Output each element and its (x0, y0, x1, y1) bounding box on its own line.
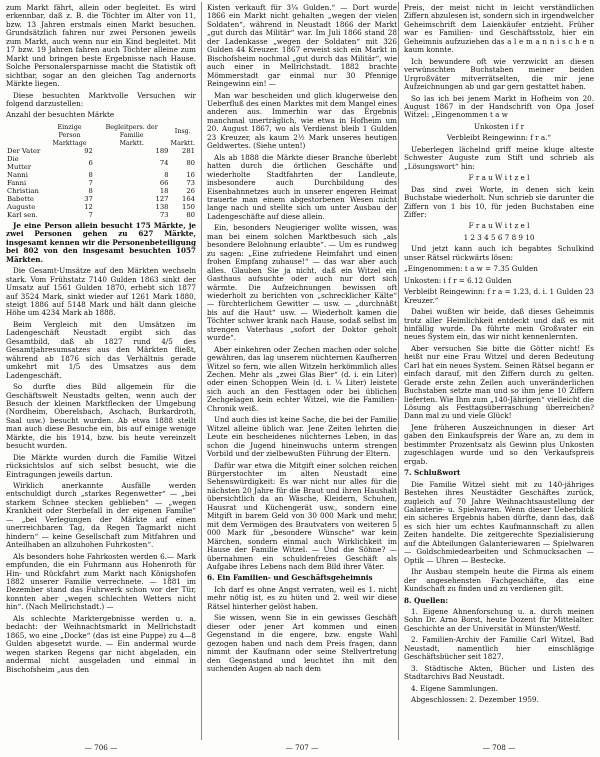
paragraph: Die Gesamt-Umsätze auf den Märkten wechseln stark. Vom Frühstatz 7140 Gulden 1863 sinkt der Umsatz auf 1561 Gulden 1870, erhebt sich 1877 auf 3524 Mark, sinkt wieder auf 1261 Mark 1880, steigt 1886 auf 5148 Mark und hält dann gleiche Höhe um 4234 Mark ab 1888. (6, 266, 196, 318)
table-row (6, 171, 196, 179)
cipher-letters: F r a u W i t z e l (468, 221, 530, 231)
table-cell: 16 (186, 170, 195, 179)
column-divider (201, 2, 202, 740)
table-cell: 8 (88, 186, 93, 195)
solution-word: F r a u W i t z e l (468, 173, 530, 183)
table-cell: 74 (159, 158, 169, 167)
table-title: Anzahl der besuchten Märkte (6, 110, 115, 120)
page-number: — 708 — (482, 743, 516, 752)
calc-line: Unkosten: i f r = 6.12 Gulden (404, 275, 512, 285)
table-cell: 150 (182, 202, 195, 211)
table-header-cell: Begleitpers. der Familie (105, 122, 158, 139)
paragraph: Sie wissen, wenn Sie in ein gewisses Geschäft dieser oder jener Art kommen und einen Gegenstand in die engere, bzw. engste Wahl gezogen haben und nach dem Preis fragen, dann nimmt der Kaufmann oder seine Stellvertretung den Gegenstand und leuchtet ihn mit den suchenden Augen ab nach dem (207, 613, 397, 673)
table-cell: 7 (88, 178, 93, 187)
paragraph: Diese besuchten Marktvolle Versuchen wir folgend darzustellen: (6, 90, 196, 108)
table-header-cell: Marktt. (170, 138, 195, 147)
paragraph: Dafür war etwa die Mitgift einer solchen reichen Bürgerstochter im alten Neustadt eine Sehenswürdigkeit: Es war nicht nur alles für die nächsten 20 Jahre für die Braut und ihren Haushalt übersichtlich da an Wäsche, Kleidern, Schuhen, Hausrat und Küchengerät usw., sondern eine Mitgift in barem Geld von 30 000 Mark und mehr, mit dem Vermögen des Brautvaters von weiteren 5 000 Mark für „besondere Wünsche“ war kein Märchen, sondern einmal auch Wirklichkeit im Hause der Familie Witzel. — Und die Söhne? — übernahmen ein schuldenfreies Geschäft als Aufgabe ihres Lebens nach dem Bild ihrer Väter. (207, 460, 397, 571)
table-cell: Babette (7, 194, 34, 203)
source-item: 4. Eigene Sammlungen. (411, 683, 498, 693)
table-cell: 37 (84, 194, 93, 203)
table-cell: 6 (88, 158, 93, 167)
table-row (6, 155, 196, 171)
table-cell: 127 (155, 194, 169, 203)
table-cell: Fanni (7, 178, 27, 187)
paragraph: Ich bewundere oft wie verzwickt an diesen verwünschten Buchstaben meiner beiden Urgroßväter mitverrätselten, die mir jene Aufzeichnungen ab und gar gern gestattet haben. (404, 56, 594, 92)
table-cell: Christian (7, 186, 39, 195)
table-row (6, 147, 196, 155)
table-cell: 8 (88, 170, 93, 179)
calc-line: Verbleibt Reingewinn: f r a = 1.23, d. i. 1 Gulden 23 Kreuzer.“ (404, 287, 594, 305)
paragraph: Dabei wußten wir beide, daß dieses Geheimnis trotz aller Heimlichkeit entdeckt und daß es mit hinfällig wurde. Da führte mein Großvater ein neues System ein, das wir nicht kennenlernten. (404, 307, 594, 342)
table-cell: 80 (186, 158, 195, 167)
table-row (6, 187, 196, 195)
paragraph: zum Markt fährt, allein oder begleitet. Es wird erkennbar, daß z. B. die Töchter im Alter von 11, bzw. 13 Jahren erstmals einen Markt besuchen. Grundsätzlich fahren nur zwei Personen jeweils zum Markt, auch wenn nur ein Kind begleitet. Mit 17 bzw. 19 Jahren fahren auch Töchter alleine zum Markt und bringen beste Ergebnisse nach Hause. Solche Personalersparnisse macht die Statistik oft sichtbar, sogar an den gleichen Tag andernorts Märkte liegen. (6, 4, 196, 89)
paragraph: Beim Vergleich mit den Umsätzen im Ladengeschäft Neustadt ergibt sich das Gesamtbild, daß ab 1827 rund 4/5 des Gesamtjahresumsatzes aus den Märkten fließt, während ab 1876 sich das Verhältnis gerade umkehrt mit 1/5 des Umsatzes aus dem Ladengeschäft. (6, 319, 196, 380)
paragraph: Man war bescheiden und glich klugerweise den Ueberfluß des einen Marktes mit dem Mangel eines anderen aus. Immerhin war das Ergebnis manchmal unerträglich, wie etwa in Hofheim um 20. August 1867, wo als Verdienst bleib 1 Gulden 23 Kreuzer, als kaum 2½ Mark unseres heutigen Geldwertes. (Siehe unten!) (207, 90, 397, 151)
market-table (6, 123, 196, 219)
source-item: 1. Eigene Ahnenforschung u. a. durch meinen Sohn Dr. Arno Borst, heute Dozent für Mittelalter. Geschichte an der Universität in Münster/Westf. (404, 607, 594, 633)
table-cell: 12 (84, 202, 93, 211)
table-cell: 189 (155, 146, 169, 155)
paragraph: Und auch dies ist keine Sache, die bei der Familie Witzel alleine üblich war. Jene Zeiten lehrten die Leute ein bescheidenes nüchternes Leben, in das schon die Jugend hineinwuchs unterm strengen Vorbild und der zielbewußten Führung der Eltern. (207, 415, 397, 459)
closing-date: Abgeschlossen: 2. Dezember 1959. (411, 695, 539, 705)
paragraph-bold: Je eine Person allein besucht 175 Märkte, je zwei Personen gehen zu 627 Märkte, insgesamt kennen wir die Personenbeteiligung bei 802 von den insgesamt besuchten 1057 Märkten. (6, 220, 196, 264)
calc-line: „Eingenommen: t a w = 7.35 Gulden (404, 264, 538, 274)
table-cell: 80 (186, 210, 195, 219)
paragraph: So las ich bei jenem Markt in Hofheim von 20. August 1867 in der Handschrift von Opa Josef Witzel: „Eingenommen t a w (404, 93, 594, 120)
paragraph: Die Märkte wurden durch die Familie Witzel rücksichtslos auf sich selbst besucht, wie die Eintragungen jeweils dartun. (6, 452, 196, 479)
paragraph: Kisten verkauft für 3¼ Gulden.“ — Dort wurde 1866 ein Markt nicht gehalten „wegen der vielen Soldaten“, während in Neustadt 1866 der Markt „gut durch das Militär“ war. Im Juli 1866 stand 28 der Ladenkasse „wegen der Soldaten“ mit 326 Gulden 44 Kreuzer. 1867 erweist sich ein Markt in Bischofsheim nochmal „gut durch das Militär“, wie auch einer in Mellrichstadt. 1882 brachte Mömmerstadt gar einmal nur 30 Pfennige Reingewinn ein! — (207, 4, 397, 89)
table-header-cell (6, 123, 45, 139)
paragraph: Aber einkehren oder Zechen machen oder solche gewähren, das lag unserem nüchternen Kaufherren Witzel so fern, wie allen Witzeln herkömmlich alles Zechen. Mehr als „zwei Glas Bier“ (d. i. ein Liter) oder einen Schoppen Wein (d. i. ¼ Liter) leistete sich auch an den Festtagen oder bei üblichen Zechgelagen kein echter Witzel, wie die Familien-Chronik weiß. (207, 344, 397, 413)
paragraph: Wirklich anerkannte Ausfälle werden entschuldigt durch „starkes Regenwetter“ — „bei starkem Schnee stecken geblieben“ — „wegen Krankheit oder Sterbefall in der eigenen Familie“ — „bei Verlegungen der Märkte auf einen unerreichbaren Tag, da Regen Tagmarkt nicht hindern“ — keine Gesellschaft zum Mitfahren und Anteilhaben an allzuhohen Fuhrkosten“. (6, 481, 196, 550)
table-cell: 73 (159, 210, 169, 219)
column-right (404, 4, 594, 739)
paragraph: Als schlechte Marktergebnisse werden u. a. bedacht: der Weihnachtsmarkt in Mellrichstadt 1865, wo eine „Docke“ (das ist eine Puppe) zu 4—8 Gulden abgesetzt wurde. — Ein andermal wurde wegen starken Regens gar nicht abgeladen, ein andermal nicht ausgeladen und einmal in Bischofsheim „aus den (6, 613, 196, 674)
table-cell: 138 (155, 202, 169, 211)
table-cell: 7 (88, 210, 93, 219)
page-number: — 707 — (285, 743, 319, 752)
paragraph: Als ab 1888 die Märkte dieser Branche überlebt hatten durch die örtlichen Geschäfte und wiederholte Stadtfahrten der Landleute, insbesondere auch Durchbildung des Eisenbahnnetzes auch in unserer engeren Heimat trauerte man einem abgestorbenen Wesen nicht lange nach und stellte sich um unter Ausbau der Ladengeschäfte auf diese allein. (207, 152, 397, 221)
table-cell: Nanni (7, 170, 28, 179)
paragraph: Jene früheren Auszeichnungen in dieser Art gaben den Einkaufspreis der Ware an, zu dem in bestimmter Prozentsatz als Gewinn plus Unkosten zugeschlagen wurde und so den Verkaufspreis ergab. (404, 422, 594, 466)
paragraph: Als besonders hohe Fahrkosten werden 6.— Mark empfunden, die ein Fuhrmann aus Hohenroth für Hin- und Rückfahrt zum Markt nach Königshofen 1882 unserer Familie verrechnete. — 1881 im Dezember stand das Fuhrwerk schon vor der Tür, konnten aber „wegen schlechten Wetters nicht hin“. (Nach Mellrichstadt.) — (6, 551, 196, 612)
code-line: Unkosten i f r (473, 121, 525, 131)
column-left (6, 4, 196, 739)
table-header-cell: Insg. (174, 126, 191, 135)
source-item: 2. Familien-Archiv der Familie Carl Witzel, Bad Neustadt, namentlich hier einschlägige Geschäftsbücher seit 1827. (404, 635, 594, 662)
page-number: — 706 — (84, 743, 118, 752)
table-cell: Auguste (7, 202, 36, 211)
table-cell: 281 (182, 146, 195, 155)
table-header-cell (6, 139, 45, 147)
table-cell: 66 (159, 178, 169, 187)
code-line: Verbleibt Reingewinn: f r a.“ (446, 133, 552, 143)
section-heading: 7. Schlußwort (404, 468, 461, 478)
paragraph: Preis, der meist nicht in leicht verständlichen Ziffern abzulesen ist, sondern sich in irgendwelcher Geheimschrift dem Laienkäufer entzieht. Früher war es Familien- und Geschäftsstolz, hier ein Geheimnis aufzuziehen das a l e m a n n i s c h e n kaum konnte. (404, 4, 594, 55)
section-heading: 6. Ein Familien- und Geschäftsgeheimnis (207, 573, 373, 583)
source-item: 3. Städtische Akten, Bücher und Listen des Stadtarchivs Bad Neustadt. (404, 663, 594, 682)
table-header-cell: Marktt. (119, 138, 144, 147)
table-cell: 73 (186, 178, 195, 187)
paragraph: Und jetzt kann auch ich begabtes Schulkind unser Rätsel rückwärts lösen: (404, 244, 594, 262)
section-heading: 8. Quellen: (404, 595, 448, 605)
column-divider (398, 2, 399, 740)
paragraph: Ich darf es ohne Angst verraten, weil es 1. nicht mehr nötig ist, es zu hüten und 2. weil wir diese Rätsel hinterher gelöst haben. (207, 584, 397, 611)
table-cell: 18 (159, 186, 169, 195)
paragraph: Die Familie Witzel sieht mit zu 140-jähriges Bestehen ihres Neustädter Geschäftes zurück, zugleich auf 70 Jahre Weihnachtsaustellung der Galanterie- u. Spielwaren. Wenn dieser Ueberblick ein sicheres Ergebnis haben dürfte, dann das, daß es sich hier um echtes Kaufmannschaft zu allen Zeiten handelte. Die zeitgerechte Spezialisierung auf die Abteilungen Galanteriewaren — Spielwaren — Goldschmiedearbeiten und Schmucksachen — Optik — Uhren — Bestecke. (404, 479, 594, 565)
cipher-digits: 1 2 3 4 5 6 7 8 9 10 (463, 232, 535, 242)
table-header-row (6, 123, 196, 139)
table-cell: Karl sen. (7, 210, 38, 219)
table-row (6, 203, 196, 211)
table-cell: 164 (182, 194, 195, 203)
table-row (6, 211, 196, 219)
paragraph: Ein, besonders Neugieriger wollte wissen, was man bei einem solchen Marktbesuch sich „als besondere Belohnung erlaubte“. — Um es rundweg zu sagen: „Eine zufriedene Heimfahrt und einen frohen Empfang zuhause!“ — das war aber auch alles. Glauben Sie ja nicht, daß ein Witzel ein Gasthaus aufsuchte oder auch nur dort sich wärmte. Die Aufzeichnungen bewissen oft wiederholt zu berichten von „schrecklicher Kälte“ — fürchterlichem Gewitter — usw. — „durchnäßt bis auf die Haut“ usw. — Wiederholt kamen die Töchter schwer krank nach Hause, sodaß selbst im strengen Vaterhaus „sofort der Doktor geholt wurde“. (207, 223, 397, 343)
table-row (6, 179, 196, 187)
table-header-cell: Einzige Person (57, 122, 82, 139)
table-row (6, 195, 196, 203)
table-cell: 92 (84, 146, 93, 155)
table-cell: Die Mutter (7, 154, 32, 171)
table-header-cell: Markttage (52, 138, 87, 147)
table-cell: Der Vater (7, 146, 41, 155)
table-header-row (6, 139, 196, 147)
paragraph: Das sind zwei Worte, in denen sich kein Buchstabe wiederholt. Nun schrieb sie darunter die Ziffern von 1 bis 10, für jeden Buchstaben eine Ziffer: (404, 184, 594, 219)
table-cell: 8 (164, 170, 169, 179)
column-middle (207, 4, 397, 739)
table-cell: 26 (186, 186, 195, 195)
paragraph: Ueberlegen lächelnd griff meine kluge alteste Schwester Auguste zum Stift und schrieb als „Lösungswort“ hin: (404, 144, 594, 171)
paragraph: Ihr Ausbau stempeln heute die Firma als einem der angesehensten Fachgeschäfte, das eine Kundschaft zu finden und zu verdienen gilt. (404, 567, 594, 594)
paragraph: So durfte dies Bild allgemein für die Geschäftswelt Neustadts gelten, wenn auch der Besuch der kleinen Marktflecken der Umgebung (Nordheim, Oberelsbach, Aschach, Burkardroth, Saal usw.) besucht wurden. Ab etwa 1888 stellt man auch diese Besuche ein, bis auf einige wenige Märkte, die bis 1914, bzw. bis heute vereinzelt besucht wurden. (6, 382, 196, 451)
paragraph: Aber versuchen Sie bitte die Götter nicht! Es heißt nur eine Frau Witzel und deren Bedeutung Carl hat ein neues System. Seinen Rätsel begann er einfach darauf, mit den Ziffern durch zu gelten. Gerade erste zehn Zeilen auch unveränderlichen Buchstaben setzte man und so ihm jene 10 Ziffern lieferten. Wie Ihm zum „140-Jährigen“ vielleicht die Lösung als Festtagsüberraschung überreichen? Dann mal zu und viele Glück! (404, 343, 594, 421)
